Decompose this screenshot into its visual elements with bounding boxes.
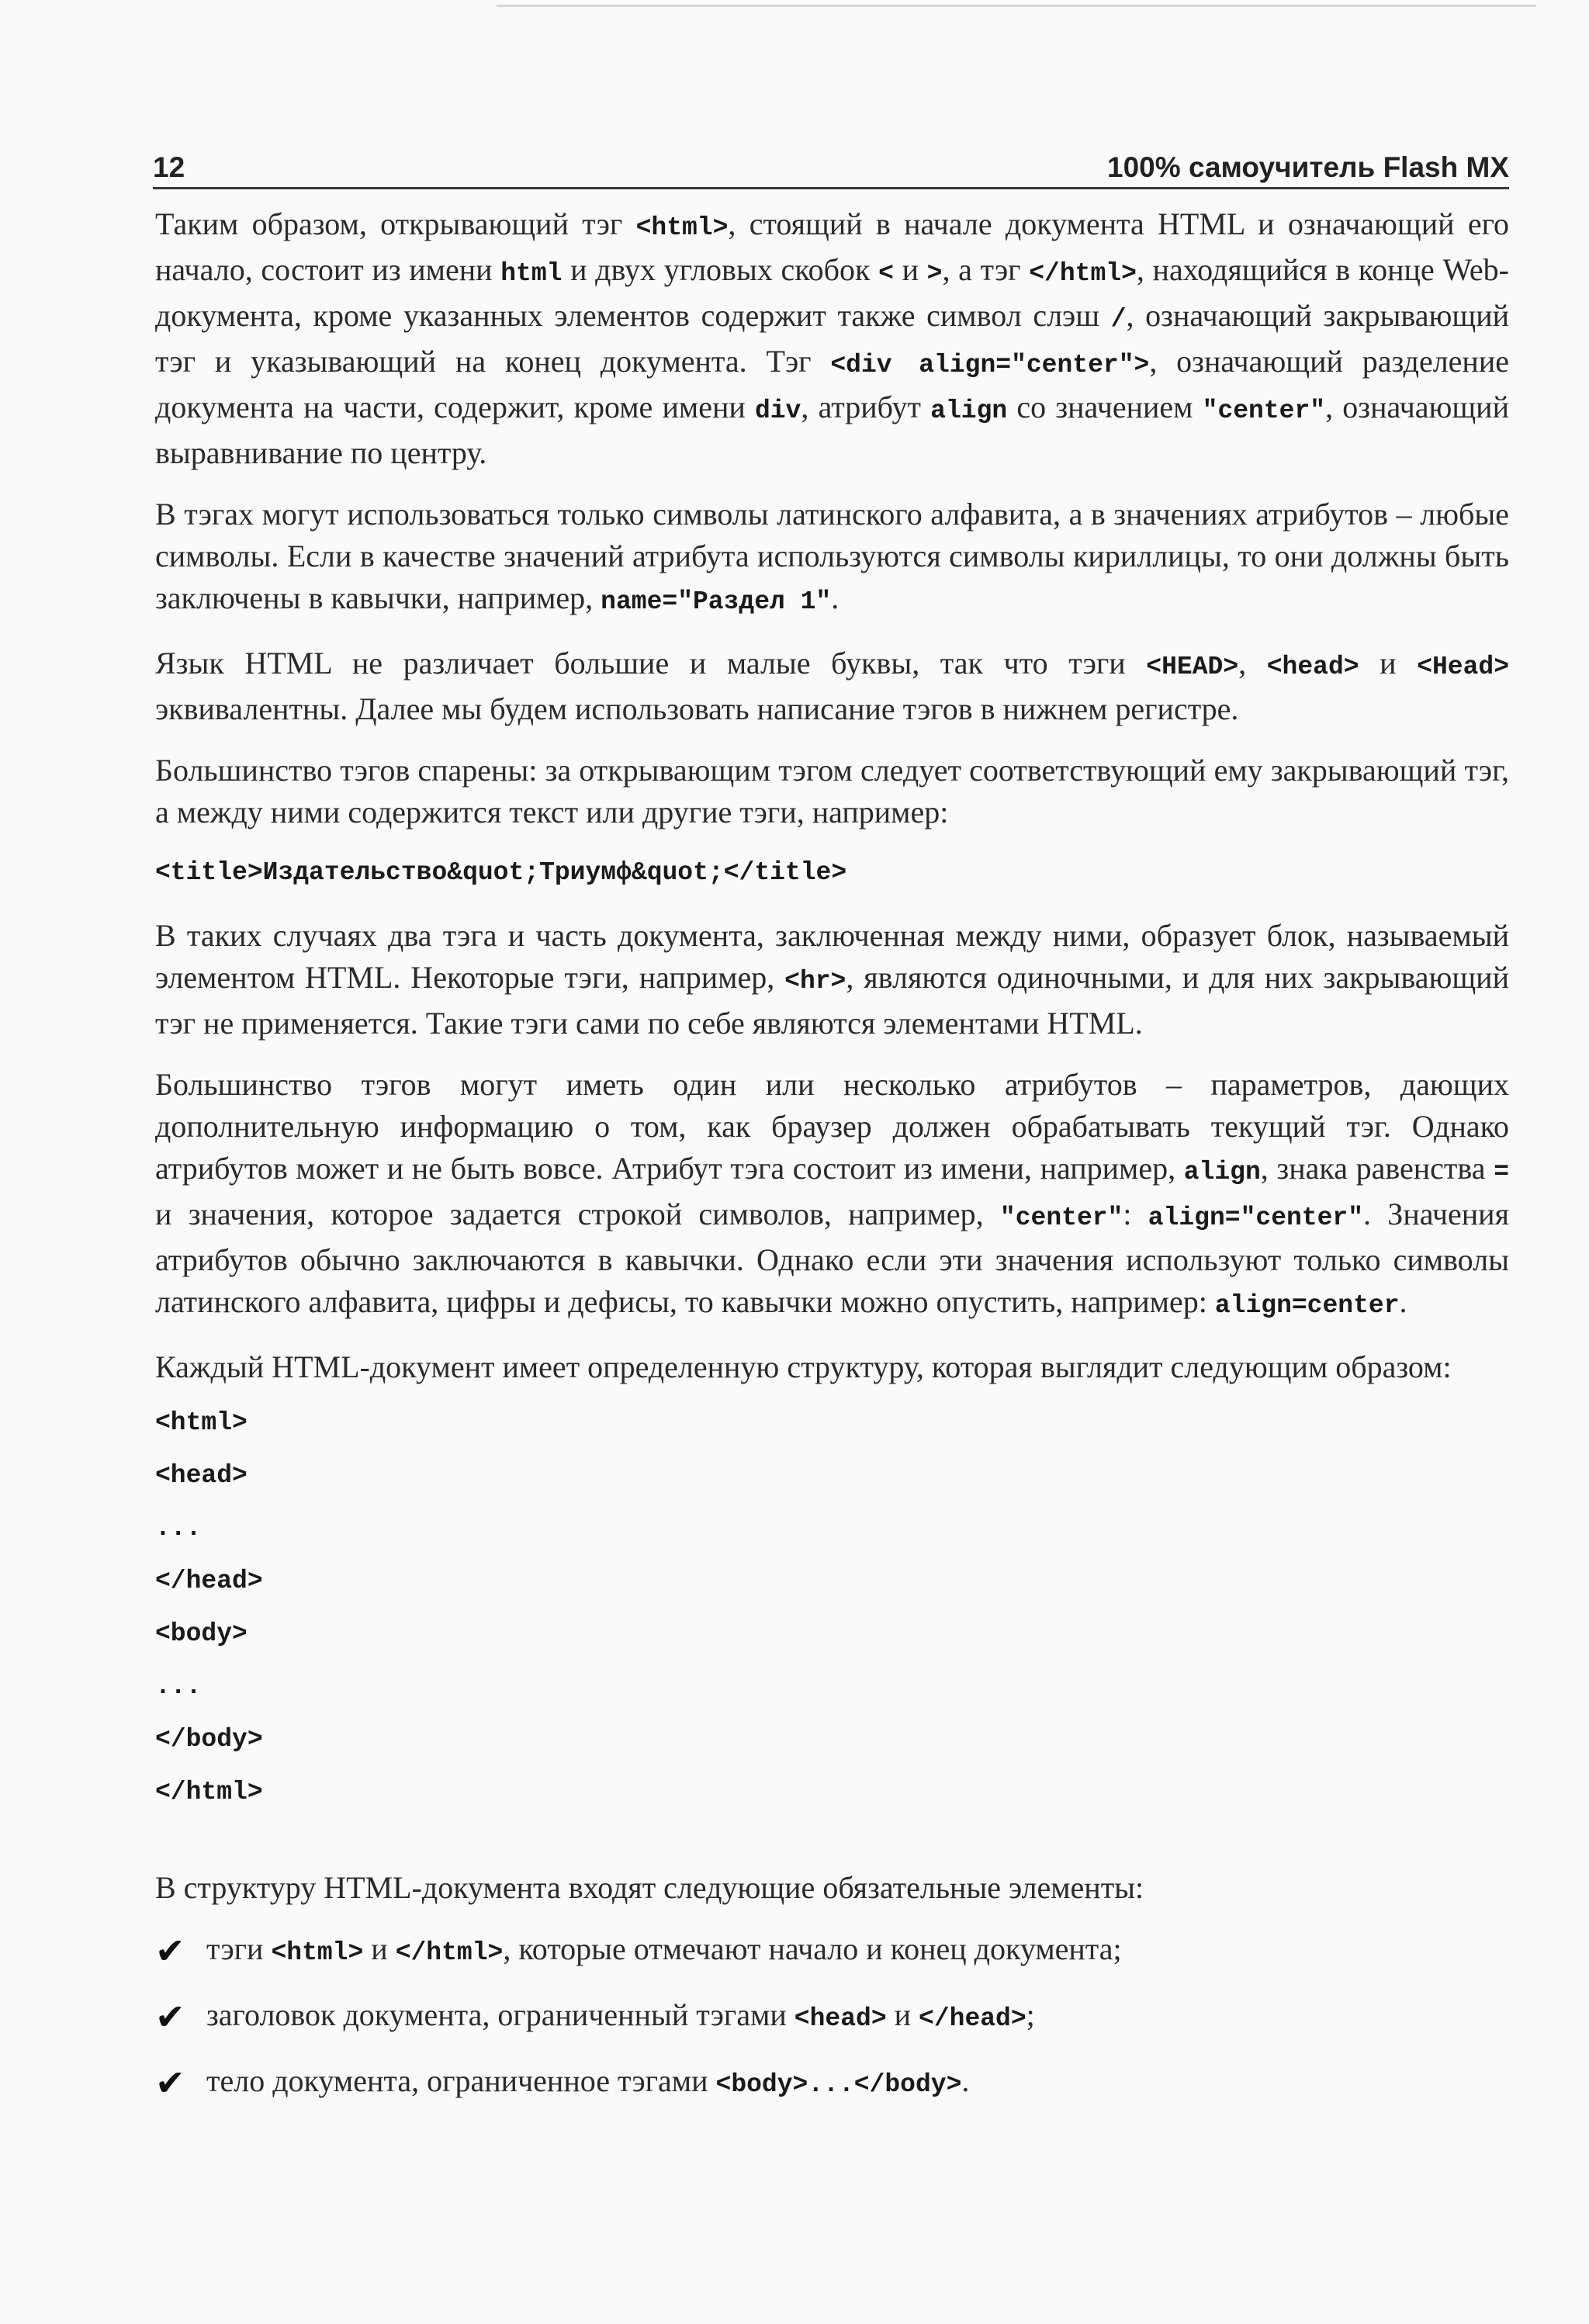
text: , bbox=[1238, 646, 1267, 681]
inline-code: align=center bbox=[1214, 1291, 1400, 1320]
paragraph-1 bbox=[155, 203, 1509, 474]
paragraph-2 bbox=[155, 494, 1509, 623]
inline-code: <hr> bbox=[784, 967, 846, 996]
paragraph-5 bbox=[155, 915, 1509, 1044]
text: и bbox=[886, 1997, 919, 2032]
text: эквивалентны. Далее мы будем использовать написание тэгов в нижнем регистре. bbox=[155, 691, 1239, 726]
text: В тэгах могут использоваться только символы латинского алфавита, а в значениях атрибутов – любые символы. Если в качестве значений атрибута используются символы кириллицы, то они должны быть заключены в кавычки, например, bbox=[155, 497, 1509, 615]
list-item bbox=[155, 2060, 1509, 2106]
scan-edge-line bbox=[497, 5, 1536, 7]
text: Каждый HTML-документ имеет определенную структуру, которая выглядит следующим образом: bbox=[155, 1349, 1452, 1384]
inline-code: / bbox=[1110, 305, 1127, 334]
text: . bbox=[831, 580, 840, 615]
text: , которые отмечают начало и конец документа; bbox=[503, 1931, 1122, 1966]
code-example-title: <title>Издательство&quot;Триумф&quot;</title> bbox=[155, 858, 847, 887]
inline-code: </html> bbox=[1029, 259, 1137, 288]
text: , означающий закрывающий тэг и указывающий на конец документа. Тэг bbox=[155, 298, 1510, 379]
inline-code: = bbox=[1494, 1158, 1509, 1186]
list-item bbox=[155, 1994, 1509, 2040]
page-body bbox=[155, 203, 1509, 2126]
text: тэги bbox=[206, 1931, 272, 1966]
page-header bbox=[153, 140, 1509, 189]
text: . Значения атрибутов обычно заключаются в кавычки. Однако если эти значения используют только символы латинского алфавита, цифры и дефисы, то кавычки можно опустить, например: bbox=[155, 1197, 1509, 1319]
inline-code: > bbox=[926, 259, 943, 288]
inline-code: < bbox=[878, 259, 894, 288]
inline-code: <HEAD> bbox=[1146, 653, 1239, 681]
inline-code: <body>...</body> bbox=[715, 2070, 962, 2099]
inline-code: <div align="center"> bbox=[830, 351, 1150, 379]
inline-code: align bbox=[930, 397, 1008, 425]
check-icon: ✔ bbox=[155, 2062, 185, 2104]
code-line: <html> bbox=[155, 1408, 248, 1437]
code-line: <body> bbox=[155, 1619, 248, 1648]
check-icon: ✔ bbox=[155, 1930, 185, 1972]
inline-code: html bbox=[500, 259, 563, 288]
text: . bbox=[961, 2063, 970, 2098]
paragraph-8 bbox=[155, 1867, 1509, 1909]
required-elements-list bbox=[155, 1928, 1509, 2106]
inline-code: "center" bbox=[999, 1204, 1123, 1232]
text: заголовок документа, ограниченный тэгами bbox=[206, 1997, 794, 2032]
code-line: ... bbox=[155, 1514, 202, 1543]
code-line: </head> bbox=[155, 1567, 263, 1595]
inline-code: div bbox=[754, 397, 801, 425]
inline-code: <head> bbox=[794, 2004, 887, 2033]
check-icon: ✔ bbox=[155, 1996, 185, 2038]
paragraph-7 bbox=[155, 1346, 1509, 1388]
text: . bbox=[1399, 1284, 1407, 1319]
paragraph-3 bbox=[155, 642, 1509, 730]
code-structure-block bbox=[155, 1403, 1509, 1813]
inline-code: align bbox=[1183, 1158, 1261, 1186]
text: Большинство тэгов могут иметь один или несколько атрибутов – параметров, дающих дополнительную информацию о том, как браузер должен обрабатывать текущий тэг. Однако атрибутов может и не быть вовсе. Атрибут тэга состоит из имени, например, bbox=[155, 1067, 1509, 1186]
code-line: </body> bbox=[155, 1725, 263, 1754]
inline-code: "center" bbox=[1202, 397, 1326, 425]
text: , являются одиночными, и для них закрывающий тэг не применяется. Такие тэги сами по себе являются элементами HTML. bbox=[155, 960, 1509, 1041]
paragraph-6 bbox=[155, 1064, 1509, 1327]
inline-code: <Head> bbox=[1417, 653, 1510, 681]
text: : bbox=[1123, 1197, 1148, 1231]
text: В таких случаях два тэга и часть документа, заключенная между ними, образует блок, называемый элементом HTML. Некоторые тэги, например, bbox=[155, 918, 1509, 995]
text: , стоящий в начале документа HTML и означающий его начало, состоит из имени bbox=[155, 206, 1509, 287]
code-line: ... bbox=[155, 1672, 202, 1701]
text: тело документа, ограниченное тэгами bbox=[206, 2063, 716, 2098]
inline-code: </head> bbox=[919, 2004, 1026, 2033]
paragraph-4 bbox=[155, 750, 1509, 833]
text: и значения, которое задается строкой символов, например, bbox=[155, 1197, 1000, 1231]
text: и bbox=[1359, 646, 1418, 681]
inline-code: <html> bbox=[635, 213, 729, 242]
text: , знака равенства bbox=[1260, 1151, 1494, 1186]
text: Язык HTML не различает большие и малые буквы, так что тэги bbox=[155, 646, 1147, 681]
text: и двух угловых скобок bbox=[562, 252, 879, 287]
text: , означающий выравнивание по центру. bbox=[155, 390, 1509, 470]
inline-code: name="Раздел 1" bbox=[601, 587, 832, 616]
text: ; bbox=[1026, 1997, 1035, 2032]
list-item bbox=[155, 1928, 1509, 1974]
inline-code: </html> bbox=[395, 1938, 504, 1967]
text: Таким образом, открывающий тэг bbox=[155, 206, 636, 241]
code-line: </html> bbox=[155, 1778, 263, 1806]
running-title: 100% самоучитель Flash MX bbox=[1107, 151, 1509, 183]
text: со значением bbox=[1007, 390, 1203, 424]
code-line: <head> bbox=[155, 1461, 248, 1490]
inline-code: align="center" bbox=[1148, 1204, 1364, 1232]
text: , а тэг bbox=[942, 252, 1030, 287]
text: Большинство тэгов спарены: за открывающим тэгом следует соответствующий ему закрывающий тэг, а между ними содержится текст или другие тэги, например: bbox=[155, 753, 1509, 830]
page-number: 12 bbox=[153, 151, 185, 183]
inline-code: <head> bbox=[1266, 653, 1359, 681]
text: , атрибут bbox=[801, 390, 931, 424]
text: и bbox=[893, 252, 927, 287]
inline-code: <html> bbox=[271, 1938, 364, 1967]
text: и bbox=[363, 1931, 396, 1966]
text: , означающий разделение документа на части, содержит, кроме имени bbox=[155, 344, 1509, 424]
text: , находящийся в конце Web-документа, кроме указанных элементов содержит также символ слэш bbox=[155, 252, 1510, 333]
text: В структуру HTML-документа входят следующие обязательные элементы: bbox=[155, 1870, 1144, 1905]
